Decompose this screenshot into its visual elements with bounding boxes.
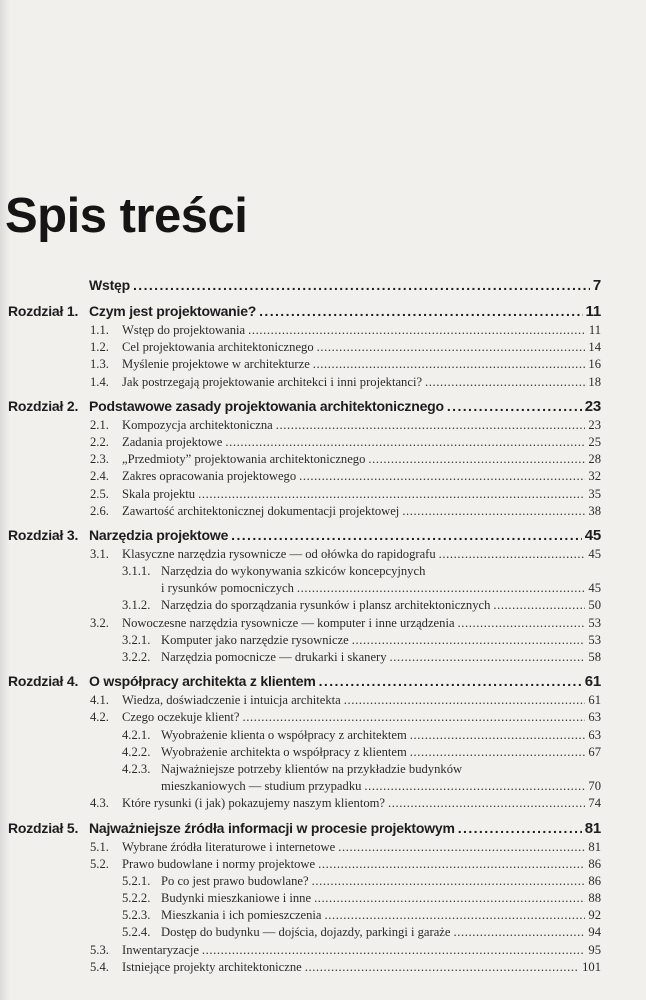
entry-title: Narzędzia do wykonywania szkiców koncepcyjnych (161, 564, 426, 579)
page-number: 58 (588, 650, 601, 664)
page-number: 23 (584, 397, 601, 415)
page-number: 86 (588, 873, 601, 888)
dot-leader (312, 873, 586, 890)
page-number: 45 (588, 581, 601, 596)
entry-title: Wstęp (89, 277, 131, 293)
entry-title: Inwentaryzacje (122, 942, 199, 957)
toc-section-entry[interactable] (0, 959, 646, 976)
entry-title: Zadania projektowe (122, 434, 223, 449)
dot-leader (248, 322, 586, 339)
section-number: 2.6. (90, 503, 109, 518)
toc-chapter-entry[interactable] (0, 300, 646, 322)
section-number: 4.2.3. (122, 761, 151, 776)
section-number: 2.2. (90, 434, 109, 449)
chapter-label: Rozdział 3. (8, 526, 79, 543)
toc-section-entry[interactable] (0, 942, 646, 959)
toc-section-entry[interactable] (0, 727, 646, 744)
toc-chapter-entry[interactable] (0, 524, 646, 546)
dot-leader (299, 468, 585, 485)
section-number: 4.2.2. (122, 744, 151, 759)
dot-leader (388, 795, 585, 812)
dot-leader (318, 856, 585, 873)
page-number: 18 (588, 374, 601, 389)
page-number: 11 (588, 323, 601, 337)
section-number: 3.1.1. (122, 564, 151, 579)
toc-section-entry[interactable] (0, 795, 646, 812)
section-number: 4.3. (90, 796, 109, 811)
dot-leader (259, 300, 582, 322)
page-number: 70 (588, 779, 601, 794)
page-number: 35 (588, 486, 601, 501)
dot-leader (202, 942, 585, 959)
section-number: 3.2.2. (122, 650, 151, 664)
toc-section-entry[interactable] (0, 709, 646, 726)
dot-leader (276, 417, 586, 434)
toc-section-entry[interactable] (0, 615, 646, 632)
entry-title: Kompozycja architektoniczna (122, 417, 273, 432)
section-number: 5.2. (90, 856, 109, 871)
section-number: 2.5. (90, 486, 109, 501)
entry-title: Czego oczekuje klient? (122, 710, 240, 725)
page-number: 61 (588, 693, 601, 708)
entry-title: Dostęp do budynku — dojścia, dojazdy, parkingi i garaże (161, 925, 451, 940)
page-number: 92 (588, 908, 601, 923)
dot-leader (225, 434, 585, 451)
entry-title: Zakres opracowania projektowego (122, 469, 297, 484)
entry-title: Cel projektowania architektonicznego (122, 340, 314, 355)
toc-section-entry[interactable] (0, 632, 646, 649)
section-number: 5.2.3. (122, 908, 151, 923)
toc-section-entry[interactable] (0, 322, 646, 339)
entry-title: Narzędzia projektowe (89, 526, 229, 543)
dot-leader (313, 356, 586, 373)
dot-leader (344, 692, 586, 709)
dot-leader (231, 524, 582, 546)
entry-title: Myślenie projektowe w architekturze (122, 357, 310, 372)
section-number: 1.4. (90, 374, 109, 389)
page-number: 25 (588, 434, 601, 449)
page-number: 61 (584, 673, 601, 691)
section-number: 4.1. (90, 693, 109, 708)
section-number: 3.1. (90, 546, 109, 561)
section-number: 1.1. (90, 323, 109, 337)
page-number: 81 (584, 819, 601, 837)
entry-title: Zawartość architektonicznej dokumentacji projektowej (122, 503, 400, 518)
entry-title: Prawo budowlane i normy projektowe (122, 856, 316, 871)
page-title: Spis treści (5, 189, 248, 243)
chapter-label: Rozdział 4. (8, 673, 79, 690)
page-number: 63 (588, 710, 601, 725)
toc-section-entry[interactable] (0, 692, 646, 709)
entry-title: Po co jest prawo budowlane? (161, 873, 309, 888)
dot-leader (364, 778, 585, 795)
page-number: 95 (588, 942, 601, 957)
entry-title: Wiedza, doświadczenie i intuicja architekta (122, 693, 341, 708)
dot-leader (368, 451, 585, 468)
dot-leader (305, 959, 579, 976)
page-number: 74 (588, 796, 601, 811)
entry-title-continuation: mieszkaniowych — studium przypadku (161, 779, 362, 794)
section-number: 1.3. (90, 357, 109, 372)
entry-title: „Przedmioty” projektowania architektonicznego (122, 452, 366, 467)
toc-section-entry[interactable] (0, 434, 646, 451)
entry-title: Najważniejsze źródła informacji w procesie projektowym (89, 819, 455, 836)
dot-leader (458, 817, 582, 839)
dot-leader (453, 924, 585, 941)
dot-leader (319, 670, 582, 692)
entry-title: Które rysunki (i jak) pokazujemy naszym klientom? (122, 796, 385, 811)
toc-section-entry[interactable] (0, 417, 646, 434)
section-number: 5.1. (90, 839, 109, 854)
dot-leader (390, 649, 586, 666)
toc-section-entry[interactable] (0, 924, 646, 941)
dot-leader (317, 339, 586, 356)
toc-section-entry[interactable] (0, 563, 646, 580)
toc-section-entry[interactable] (0, 503, 646, 520)
section-number: 2.4. (90, 469, 109, 484)
entry-title: Wstęp do projektowania (122, 323, 246, 337)
page-number: 53 (588, 632, 601, 647)
section-number: 5.2.2. (122, 891, 151, 906)
entry-title-continuation: i rysunków pomocniczych (161, 581, 294, 596)
page-number: 23 (588, 417, 601, 432)
page-number: 81 (588, 839, 601, 854)
page-number: 50 (588, 598, 601, 613)
toc-chapter-entry[interactable] (0, 395, 646, 417)
entry-title: Skala projektu (122, 486, 196, 501)
toc-section-entry[interactable] (0, 744, 646, 761)
page-number: 28 (588, 452, 601, 467)
toc-section-entry[interactable] (0, 890, 646, 907)
toc-section-entry[interactable] (0, 451, 646, 468)
dot-leader (439, 546, 586, 563)
chapter-label: Rozdział 1. (8, 303, 79, 319)
dot-leader (493, 597, 585, 614)
toc-section-entry[interactable] (0, 761, 646, 778)
dot-leader (410, 744, 586, 761)
page-number: 88 (588, 891, 601, 906)
entry-title: Klasyczne narzędzia rysownicze — od ołówka do rapidografu (122, 546, 436, 561)
page-number: 32 (588, 469, 601, 484)
entry-title: Najważniejsze potrzeby klientów na przykładzie budynków (161, 761, 463, 776)
entry-title: Podstawowe zasady projektowania architektonicznego (89, 397, 444, 414)
entry-title: Nowoczesne narzędzia rysownicze — komputer i inne urządzenia (122, 615, 455, 630)
toc-section-entry-continuation[interactable] (0, 580, 646, 597)
entry-title: Narzędzia pomocnicze — drukarki i skanery (161, 650, 387, 664)
entry-title: O współpracy architekta z klientem (89, 673, 316, 690)
page-number: 16 (588, 357, 601, 372)
page-number: 11 (585, 303, 601, 320)
dot-leader (402, 503, 585, 520)
toc-chapter-entry[interactable] (0, 817, 646, 839)
section-number: 5.2.4. (122, 925, 151, 940)
chapter-label: Rozdział 2. (8, 397, 79, 414)
dot-leader (198, 486, 585, 503)
section-number: 5.4. (90, 959, 109, 974)
page-number: 38 (588, 503, 601, 518)
page-number: 45 (588, 546, 601, 561)
section-number: 3.2.1. (122, 632, 151, 647)
dot-leader (297, 580, 586, 597)
page-number: 94 (588, 925, 601, 940)
dot-leader (243, 709, 586, 726)
section-number: 5.3. (90, 942, 109, 957)
entry-title: Mieszkania i ich pomieszczenia (161, 908, 322, 923)
toc-section-entry[interactable] (0, 597, 646, 614)
dot-leader (425, 374, 585, 391)
dot-leader (447, 395, 582, 417)
dot-leader (314, 890, 585, 907)
section-number: 3.2. (90, 615, 109, 630)
section-number: 1.2. (90, 340, 109, 355)
toc-section-entry[interactable] (0, 907, 646, 924)
page-number: 14 (588, 340, 601, 355)
page-number: 53 (588, 615, 601, 630)
section-number: 2.3. (90, 452, 109, 467)
dot-leader (352, 632, 586, 649)
page-number: 101 (582, 959, 601, 974)
toc-section-entry[interactable] (0, 856, 646, 873)
toc-section-entry[interactable] (0, 374, 646, 391)
toc-section-entry[interactable] (0, 873, 646, 890)
toc-section-entry[interactable] (0, 468, 646, 485)
page-number: 7 (592, 277, 601, 294)
dot-leader (133, 274, 590, 296)
toc-section-entry[interactable] (0, 546, 646, 563)
toc-chapter-entry[interactable] (0, 274, 646, 296)
section-number: 5.2.1. (122, 873, 151, 888)
toc-section-entry[interactable] (0, 356, 646, 373)
page-number: 86 (588, 856, 601, 871)
entry-title: Czym jest projektowanie? (89, 303, 257, 319)
table-of-contents (0, 270, 646, 976)
section-number: 3.1.2. (122, 598, 151, 613)
entry-title: Komputer jako narzędzie rysownicze (161, 632, 349, 647)
entry-title: Budynki mieszkaniowe i inne (161, 891, 312, 906)
entry-title: Wyobrażenie klienta o współpracy z architektem (161, 727, 407, 742)
section-number: 4.2.1. (122, 727, 151, 742)
section-number: 4.2. (90, 710, 109, 725)
chapter-label: Rozdział 5. (8, 819, 79, 836)
entry-title: Istniejące projekty architektoniczne (122, 959, 302, 974)
section-number: 2.1. (90, 417, 109, 432)
dot-leader (410, 727, 586, 744)
toc-section-entry[interactable] (0, 486, 646, 503)
entry-title: Narzędzia do sporządzania rysunków i plansz architektonicznych (161, 598, 491, 613)
page-number: 67 (588, 744, 601, 759)
page-number: 45 (584, 526, 601, 544)
toc-section-entry[interactable] (0, 339, 646, 356)
dot-leader (325, 907, 586, 924)
entry-title: Wybrane źródła literaturowe i internetowe (122, 839, 336, 854)
toc-section-entry[interactable] (0, 649, 646, 666)
toc-section-entry-continuation[interactable] (0, 778, 646, 795)
page-number: 63 (588, 727, 601, 742)
toc-section-entry[interactable] (0, 839, 646, 856)
entry-title: Wyobrażenie architekta o współpracy z klientem (161, 744, 407, 759)
dot-leader (458, 615, 586, 632)
dot-leader (338, 839, 585, 856)
entry-title: Jak postrzegają projektowanie architekci i inni projektanci? (122, 374, 423, 389)
toc-chapter-entry[interactable] (0, 670, 646, 692)
